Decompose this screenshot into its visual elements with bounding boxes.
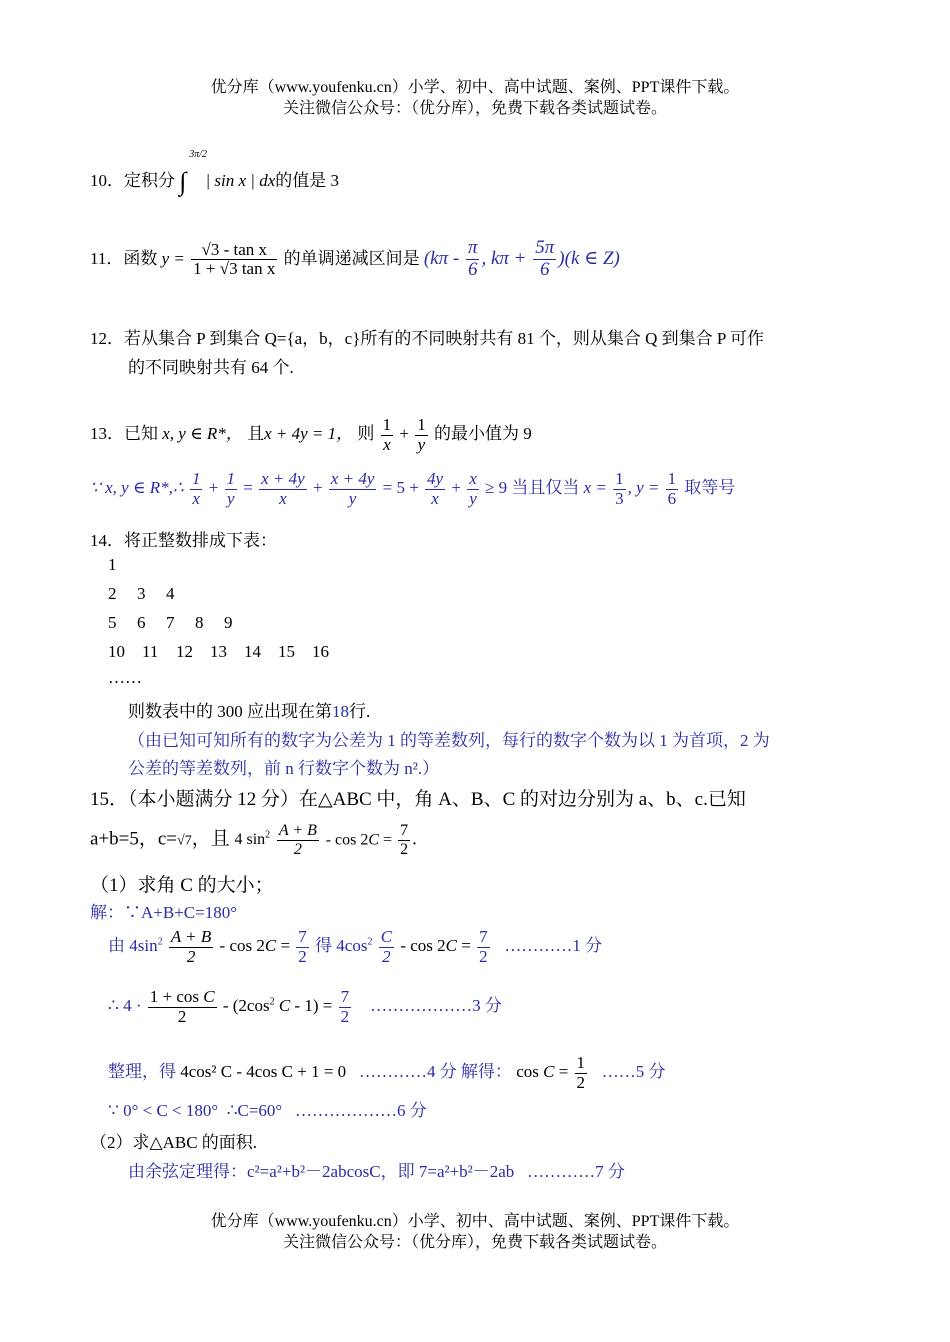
q15-step-3: 整理，得 4cos² C - 4cos C + 1 = 0 …………4 分 解得： cos C = $\frac{1}{2}$ ……5 分 [108,1053,666,1092]
table-cell: 8 [195,613,204,632]
q15-step3-a: 整理，得 [108,1062,176,1082]
q13-solution: ∵ x, y ∈ R*,∴ $\frac{1}{x}$ + $\frac{1}{y}$ = $\frac{x + 4y}{x}$ + $\frac{x + 4y}{y}$ = 5 + $\frac{4y}{x}$ + $\frac{x}{y}$ ≥ 9 当且仅当 x = $\frac{1}{3}$ , y = $\frac{1}{6}$ 取等号 [90,469,736,508]
q15-step4: ∵ 0° < C < 180° [108,1101,219,1120]
table-cell: 13 [210,642,227,661]
q13-text2: 且 [247,424,265,444]
q15-step-5 [128,1157,625,1182]
q15-step-1: 由 $4\sin^2$ $\frac{A + B}{2}$ - cos 2C = $\frac{7}{2}$ 得 $4\cos^2$ $\frac{C}{2}$ - cos 2C = $\frac{7}{2}$ …………1 分 [108,927,603,966]
q14-title-text: 将正整数排成下表： [124,531,277,550]
table-cell: 1 [108,555,117,574]
table-cell: 15 [278,642,295,661]
header-line-2: 关注微信公众号：（优分库），免费下载各类试题试卷。 [282,100,667,117]
q13-number: 13． [90,424,124,444]
integral-upper: 3π/2 [189,149,208,160]
q15-step-2: ∴ 4 · $\frac{\text{1 + cos C}}{2}$ - ($2\cos^2$ C - 1) = $\frac{7}{2}$ ………………3 分 [108,987,502,1026]
table-cell: 2 [108,584,117,603]
q14-row-4 [108,642,329,662]
q13-y: y [417,434,426,454]
q11-fivepi: 5π [535,237,555,258]
q11-denominator: 1 + √3 tan x [193,259,276,279]
q15-step2-score: ………………3 分 [370,996,502,1016]
q10 [90,149,340,196]
q15-step3-score: …………4 分 解得： [358,1062,512,1082]
q14-note-2: 公差的等差数列，前 n 行数字个数为 n².） [128,759,440,778]
table-cell: 11 [142,642,159,661]
table-cell: 7 [166,613,175,632]
q13-ge9: ≥ 9 [484,478,508,498]
q13-plus: + [399,424,409,444]
q10-number: 10． [90,171,124,190]
q15-step5-score: …………7 分 [527,1162,625,1181]
q13-eq: x + 4y = 1， [264,424,354,444]
q15-line-1: 15．（本小题满分 12 分）在△ABC 中，角 A、B、C 的对边分别为 a、b、c.已知 [90,789,746,810]
q12-line-2: 的不同映射共有 64 个. [128,358,294,377]
q12-line-1 [90,324,764,349]
table-cell: 10 [108,642,125,661]
header-line-1: 优分库（www.youfenku.cn）小学、初中、高中试题、案例、PPT课件下载。 [210,79,740,96]
q11-y: y = [161,248,185,268]
q13-yeq: , y = [627,478,660,498]
q13-six: 6 [667,488,677,508]
q14-row-2 [108,584,175,604]
q15-line2-b: ，且 [191,828,230,850]
q13-sol-prefix: ∵ x, y ∈ R*,∴ [90,478,184,498]
q11-pi: π [467,237,478,258]
q13-three: 3 [615,488,624,508]
q14-number: 14． [90,531,124,550]
q14-answer-post: 行. [349,702,371,721]
q14-ellipsis: …… [108,668,142,687]
footer-line-1: 优分库（www.youfenku.cn）小学、初中、高中试题、案例、PPT课件下载。 [210,1213,740,1230]
q15-sqrt7: √7 [177,833,192,849]
integral-sign: ∫ [179,167,187,196]
q11-answer-b: , kπ + [481,247,527,269]
q13-tail: 的最小值为 9 [433,424,532,444]
q14-row-1 [108,555,117,575]
q13-sol-mid: 当且仅当 [511,478,580,498]
q15-solution-label: 解：∵A+B+C=180° [90,903,238,922]
table-cell: 4 [166,584,175,603]
q14-note-1: （由已知可知所有的数字为公差为 1 的等差数列，每行的数字个数为以 1 为首项，2 为 [128,731,770,750]
q10-integrand: | sin x | dx [205,171,276,190]
q13-eq5: = 5 + [382,478,419,498]
q14-title [90,526,277,551]
q11-answer-a: (kπ - [423,247,460,269]
q15-step-4 [108,1096,427,1121]
q11-text: 函数 [123,248,158,268]
q13-text3: 则 [357,424,375,444]
q10-text: 定积分 [124,171,175,190]
table-cell: 3 [137,584,146,603]
q15-step4-res: ∴C=60° [226,1101,283,1120]
q15-step4-score: ………………6 分 [294,1101,427,1120]
q14-answer-value: 18 [332,702,349,721]
q14-answer-pre: 则数表中的 300 应出现在第 [128,702,332,721]
footer-line-2: 关注微信公众号：（优分库），免费下载各类试题试卷。 [282,1234,667,1251]
q11-answer: (kπ - $\frac{\pi}{6}$ , kπ + $\frac{5\pi}{6}$ )(k ∈ Z) [423,237,620,280]
q13: 13．已知 x, y ∈ R*， 且x + 4y = 1， 则 $\frac{1}{x}$ + $\frac{1}{y}$ 的最小值为 9 [90,415,532,454]
table-cell: 9 [224,613,233,632]
table-cell: 5 [108,613,117,632]
q13-sol-eq: = [243,478,253,498]
q13-x: x [383,434,391,454]
q12-text-1: 若从集合 P 到集合 Q={a，b，c}所有的不同映射共有 81 个，则从集合 Q 到集合 P 可作 [124,329,764,348]
q15-step3-score2: ……5 分 [601,1062,666,1082]
q15-step3-eq: 4cos² C - 4cos C + 1 = 0 [180,1062,347,1082]
q15-part-1: （1）求角 C 的大小； [90,875,274,896]
q13-4y: 4y [427,469,444,488]
q15-part-2: （2）求△ABC 的面积. [90,1133,258,1152]
q15-line2-a: a+b=5，c= [90,828,178,850]
table-cell: 14 [244,642,261,661]
q11-fraction [191,241,277,279]
q11 [90,238,620,281]
q13-cond: x, y ∈ R*， [162,424,243,444]
q15-step1-score: …………1 分 [504,936,603,956]
table-cell: 6 [137,613,146,632]
table-cell: 12 [176,642,193,661]
q15-line-2: a+b=5，c=√7，且 4 $\sin^2$ $\frac{A + B}{2}$ - cos 2C = $\frac{7}{2}$ . [90,822,417,858]
q13-xeq: x = [583,478,607,498]
q11-number: 11． [90,248,124,268]
q15-step5: 由余弦定理得：c²=a²+b²－2abcosC，即 7=a²+b²－2ab [128,1162,515,1181]
q14-row-3 [108,613,233,633]
table-cell: 16 [312,642,329,661]
q13-x4y: x + 4y [261,469,305,488]
q11-six: 6 [467,258,478,280]
q11-mid: 的单调递减区间是 [283,248,420,268]
q13-one-a: 1 [382,415,392,434]
q14-answer [128,697,370,722]
q10-tail: 的值是 3 [275,171,340,190]
q11-answer-c: )(k ∈ Z) [558,247,620,269]
q13-text1: 已知 [124,424,158,444]
q12-number: 12． [90,329,124,348]
q11-numerator: √3 - tan x [191,241,277,261]
q13-sol-tail: 取等号 [684,478,736,498]
